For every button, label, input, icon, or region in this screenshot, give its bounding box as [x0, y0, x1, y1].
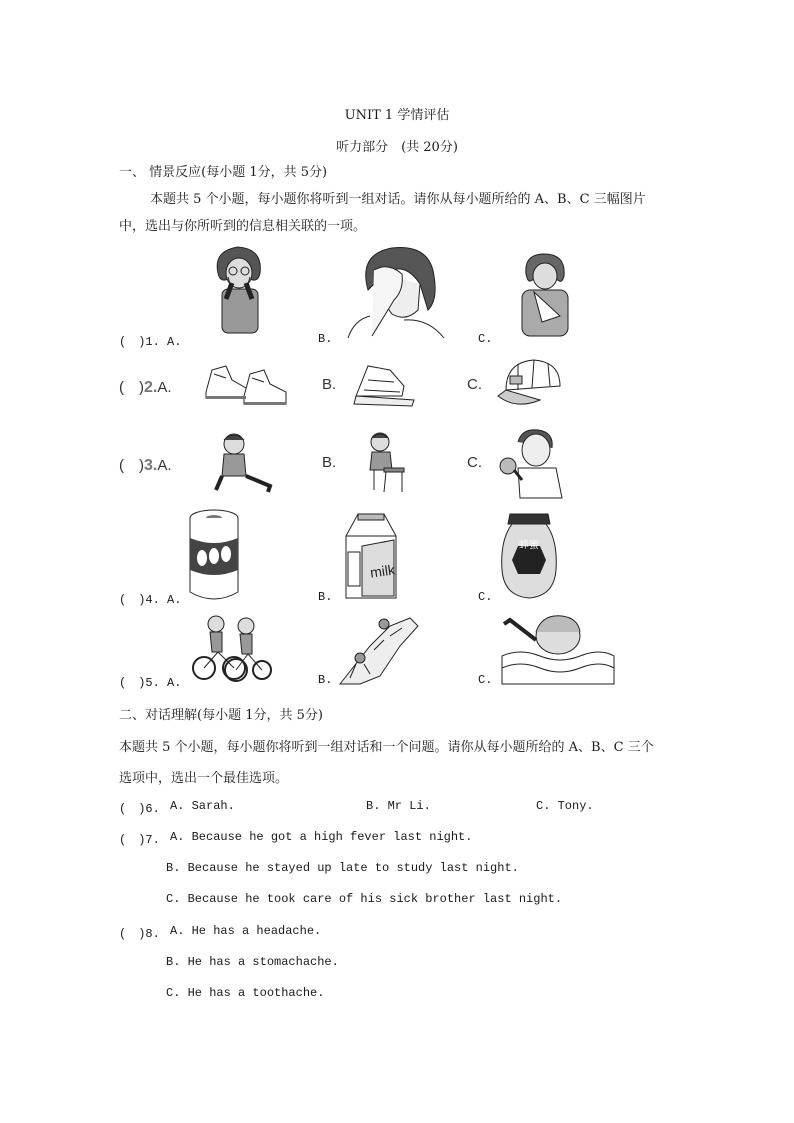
q1-label: ( )1. A. [119, 335, 182, 349]
q3-label [119, 454, 172, 475]
section2-instruction-line1: 本题共 5 个小题，每小题你将听到一组对话和一个问题。请你从每小题所给的 A、B、C 三个 [119, 740, 654, 755]
honey-jar-label: 蜂蜜 [519, 540, 539, 551]
section2-instruction-line2: 选项中，选出一个最佳选项。 [119, 771, 289, 786]
boy-sitting-on-stool-image [364, 430, 406, 494]
q6-label: ( )6. [119, 802, 160, 816]
honey-jar-image [500, 510, 558, 600]
rock-climbing-image [340, 616, 420, 684]
q5-option-b: B. [318, 673, 333, 687]
q3-paren: ( ) [119, 457, 144, 474]
page-title: UNIT 1 学情评估 [344, 108, 450, 123]
section-part-title: 听力部分 (共 20分) [336, 140, 458, 155]
q4-option-b: B. [318, 590, 333, 604]
q5-label: ( )5. A. [119, 676, 182, 690]
person-hands-on-cheeks-image [208, 243, 274, 343]
q2-option-c: C. [467, 376, 482, 393]
folded-pants-image [350, 360, 418, 408]
section2-heading: 二、对话理解(每小题 1分，共 5分) [119, 708, 323, 723]
section1-heading: 一、 情景反应(每小题 1分，共 5分) [119, 165, 328, 180]
q8-label: ( )8. [119, 927, 160, 941]
q2-option-a: A. [157, 379, 172, 396]
q3-option-b: B. [322, 454, 337, 471]
q7-option-b: B. Because he stayed up late to study last night. [166, 861, 519, 875]
q4-label: ( )4. A. [119, 593, 182, 607]
q3-option-c: C. [467, 454, 482, 471]
sneakers-image [202, 360, 290, 408]
juice-can-image [186, 508, 242, 602]
q6-option-b: B. Mr Li. [366, 799, 431, 813]
baseball-cap-image [496, 356, 566, 412]
q7-option-a: A. Because he got a high fever last night. [170, 830, 473, 844]
boy-holding-ball-image [498, 426, 564, 498]
q7-option-c: C. Because he took care of his sick brother last night. [166, 892, 563, 906]
person-arm-in-sling-image [514, 252, 576, 338]
person-hand-on-forehead-image [344, 240, 450, 338]
section1-instruction-line2: 中，选出与你所听到的信息相关联的一项。 [119, 219, 367, 234]
q5-option-c: C. [478, 673, 493, 687]
q8-option-b: B. He has a stomachache. [166, 955, 339, 969]
q1-option-c: C. [478, 332, 493, 346]
q2-paren: ( ) [119, 379, 144, 396]
q1-option-b: B. [318, 332, 333, 346]
q2-number: 2. [144, 379, 158, 396]
boy-hurt-leg-image [212, 430, 274, 494]
q3-number: 3. [144, 457, 158, 474]
swimming-girl-image [500, 612, 614, 684]
q6-option-a: A. Sarah. [170, 799, 235, 813]
q8-option-a: A. He has a headache. [170, 924, 322, 938]
milk-carton-image [342, 510, 400, 600]
milk-carton-text: milk [369, 561, 396, 581]
q3-option-a: A. [157, 457, 172, 474]
q8-option-c: C. He has a toothache. [166, 986, 325, 1000]
q2-label [119, 376, 172, 397]
kids-riding-bikes-image [190, 612, 272, 684]
section1-instruction-line1: 本题共 5 个小题，每小题你将听到一组对话。请你从每小题所给的 A、B、C 三幅图片 [150, 192, 646, 207]
q7-label: ( )7. [119, 833, 160, 847]
q6-option-c: C. Tony. [536, 799, 594, 813]
q4-option-c: C. [478, 590, 493, 604]
q2-option-b: B. [322, 376, 337, 393]
